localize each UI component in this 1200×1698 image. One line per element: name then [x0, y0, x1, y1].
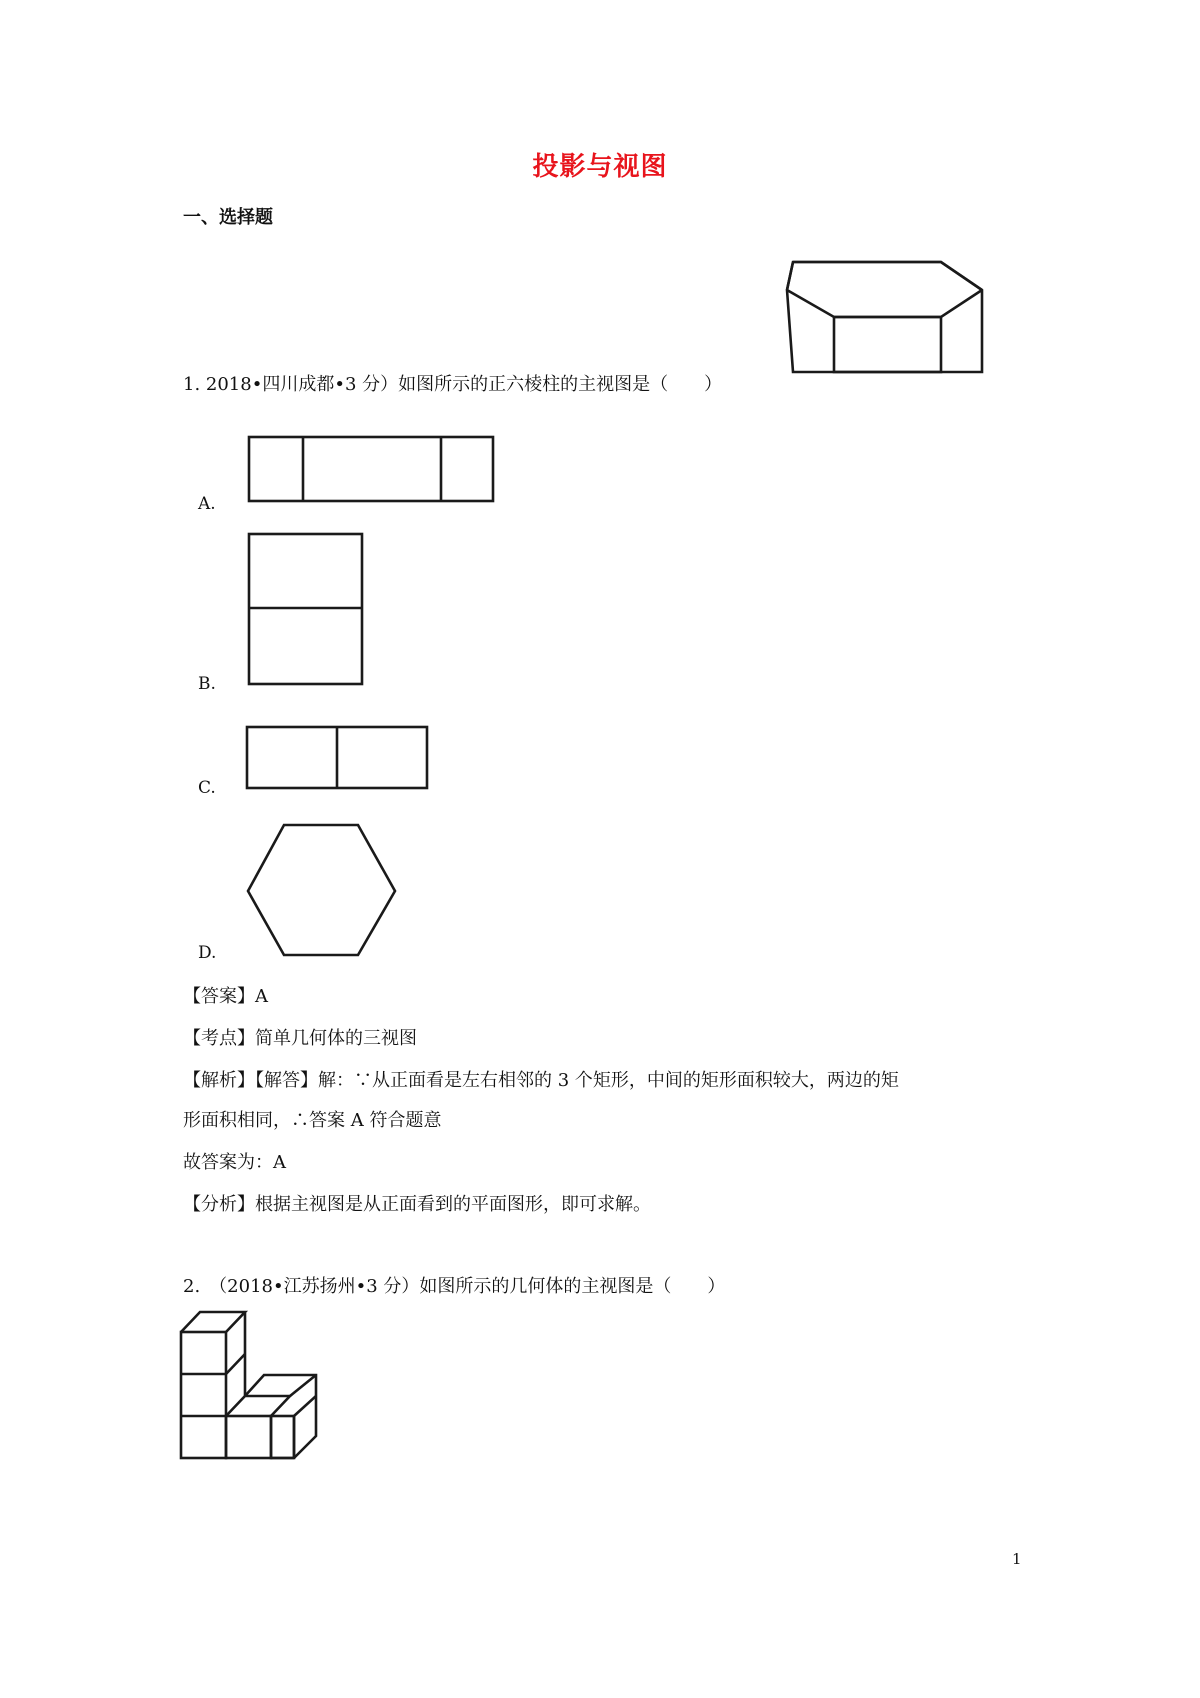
option-b-label[interactable]: B.	[198, 674, 216, 694]
question-1-stem: 1. 2018•四川成都•3 分）如图所示的正六棱柱的主视图是（ ）	[183, 374, 723, 395]
knowledge-point: 【考点】简单几何体的三视图	[183, 1028, 417, 1049]
question-2-stem: 2. （2018•江苏扬州•3 分）如图所示的几何体的主视图是（ ）	[183, 1276, 726, 1297]
option-c-label[interactable]: C.	[198, 778, 216, 798]
option-a-label[interactable]: A.	[198, 494, 216, 514]
section-heading: 一、选择题	[183, 207, 273, 228]
analysis-line-1: 【解析】【解答】解：∵从正面看是左右相邻的 3 个矩形，中间的矩形面积较大，两边的矩	[183, 1070, 899, 1091]
page-title: 投影与视图	[532, 152, 668, 182]
answer-line: 【答案】A	[183, 986, 268, 1007]
summary-line: 【分析】根据主视图是从正面看到的平面图形，即可求解。	[183, 1194, 651, 1215]
page-number: 1	[1012, 1550, 1022, 1568]
conclusion-line: 故答案为：A	[183, 1152, 286, 1173]
analysis-line-2: 形面积相同，∴答案 A 符合题意	[183, 1110, 442, 1131]
option-d-label[interactable]: D.	[198, 943, 217, 963]
